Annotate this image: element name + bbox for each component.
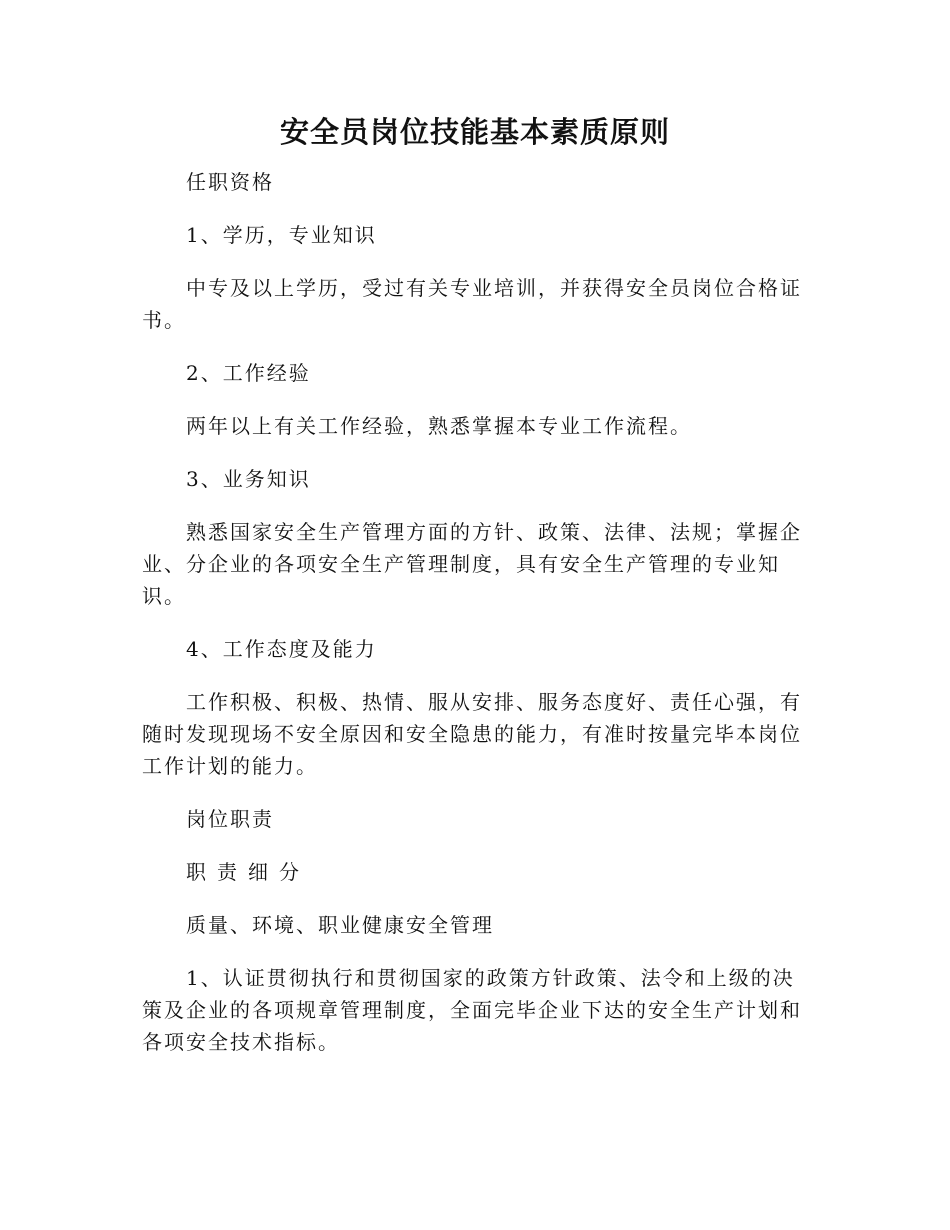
paragraph-experience: 两年以上有关工作经验，熟悉掌握本专业工作流程。 (186, 414, 692, 438)
subheading-management: 质量、环境、职业健康安全管理 (186, 913, 494, 937)
paragraph-education: 中专及以上学历，受过有关专业培训，并获得安全员岗位合格证书。 (142, 276, 802, 332)
subheading-duty-breakdown: 职责细分 (186, 860, 310, 884)
paragraph-knowledge: 熟悉国家安全生产管理方面的方针、政策、法律、法规；掌握企业、分企业的各项安全生产管理制度，具有安全生产管理的专业知识。 (142, 520, 802, 608)
section-heading-qualifications: 任职资格 (186, 170, 274, 194)
document-body (142, 166, 810, 1079)
item-heading-knowledge: 3、业务知识 (186, 467, 311, 491)
paragraph-attitude: 工作积极、积极、热情、服从安排、服务态度好、责任心强，有随时发现现场不安全原因和安全隐患的能力，有准时按量完毕本岗位工作计划的能力。 (142, 690, 802, 778)
document-title: 安全员岗位技能基本素质原则 (279, 115, 670, 149)
item-heading-education: 1、学历，专业知识 (186, 223, 377, 247)
section-heading-duties: 岗位职责 (186, 807, 274, 831)
paragraph-duty-1: 1、认证贯彻执行和贯彻国家的政策方针政策、法令和上级的决策及企业的各项规章管理制度，全面完毕企业下达的安全生产计划和各项安全技术指标。 (142, 966, 802, 1054)
item-heading-experience: 2、工作经验 (186, 361, 311, 385)
item-heading-attitude: 4、工作态度及能力 (186, 637, 377, 661)
